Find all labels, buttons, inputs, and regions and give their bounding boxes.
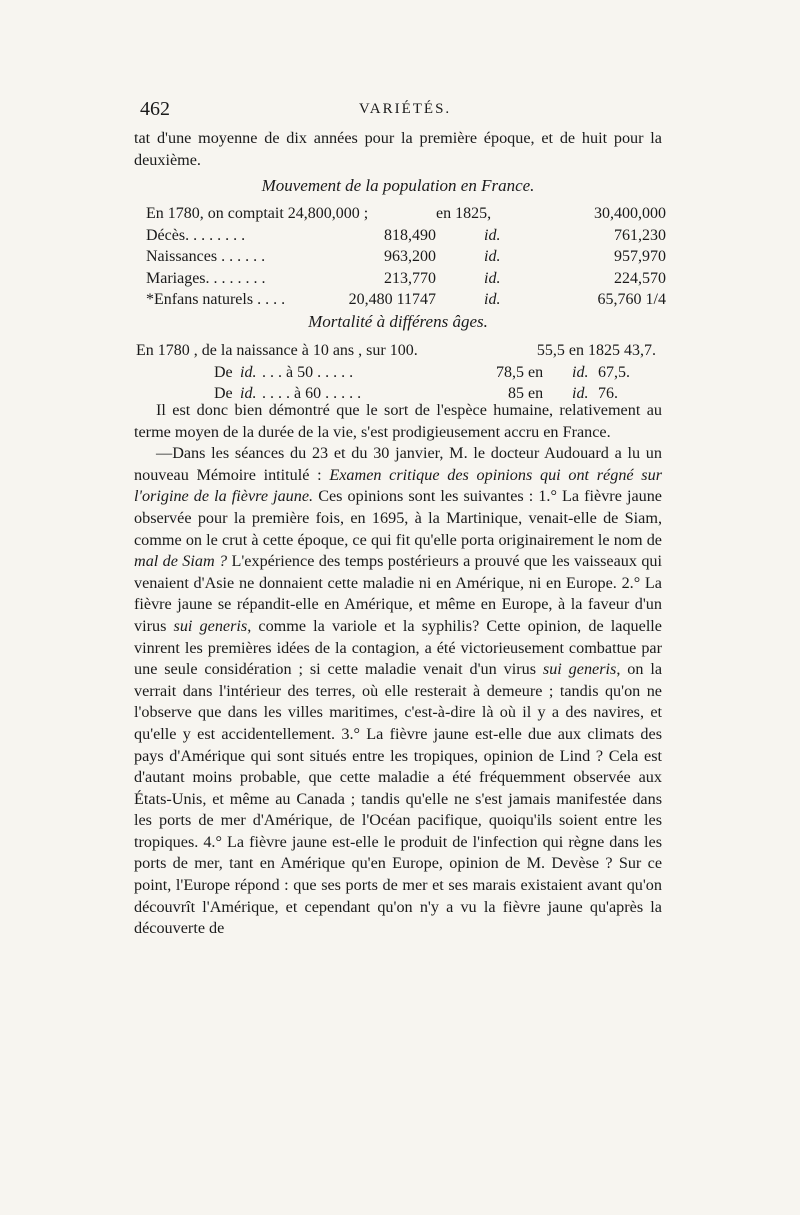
mortality-row-age: . . . . à 60 . . . . . (262, 385, 362, 402)
body-text (134, 400, 662, 940)
memoir-title: Examen critique des opinions qui ont régné sur l'origine de la fièvre jaune. (134, 465, 663, 506)
page-header (140, 98, 670, 122)
table-row (146, 248, 666, 270)
row-value-1780: 963,200 (384, 248, 436, 265)
row-value-1825: 224,570 (614, 269, 666, 287)
mortality-row-prefix: De (214, 385, 233, 402)
paragraph (134, 443, 662, 940)
mortality-table-title: Mortalité à différens âges. (308, 312, 488, 331)
first-row-year2: en 1825, (436, 205, 492, 222)
mortality-row-value: 85 en (508, 385, 544, 402)
paragraph-text: , on la verrait dans l'intérieur des terres, où elle resterait à demeure ; tandis qu'on ne l'observe que dans les villes maritimes, c'est-à-dire là où il y a des navires, et qu'elle y est accidentellement. 3.° La fièvre jaune est-elle due aux climats des pays d'Amérique qui sont situés entre les tropiques, opinion de Lind ? Cela est d'autant moins probable, que cette maladie a été fréquemment observée aux États-Unis, et même au Canada ; tandis qu'elle ne s'est jamais manifestée dans les ports de mer d'Amérique, de l'Océan pacifique, quoiqu'ils soient entre les tropiques. 4.° La fièvre jaune est-elle le produit de l'infection qui règne dans les ports de mer, tant en Amérique qu'en Europe, opinion de M. Devèse ? Sur ce point, l'Europe répond : que ses ports de mer et ses marais existaient avant qu'on découvrît l'Amérique, et cependant qu'on n'y a vu la fièvre jaune qu'après la découverte de (134, 660, 663, 938)
running-head: VARIÉTÉS. (358, 101, 452, 117)
mortality-table (136, 342, 666, 407)
row-label: *Enfans naturels . . . . (146, 291, 286, 308)
page-number: 462 (140, 98, 170, 120)
row-value-1825: 65,760 1/4 (597, 291, 666, 308)
table-row (146, 227, 666, 249)
table-row (136, 342, 666, 364)
population-table-title: Mouvement de la population en France. (261, 176, 535, 195)
first-row-label: En 1780, on comptait 24,800,000 ; (146, 205, 369, 222)
mortality-row-id2: id. (572, 385, 589, 402)
mortality-row-id2: id. (572, 363, 589, 381)
first-row-value2: 30,400,000 (594, 205, 666, 222)
table-row (146, 205, 666, 227)
mortality-row-value: 78,5 en (496, 363, 544, 381)
row-label: Naissances . . . . . . (146, 248, 266, 265)
row-value-1825: 957,970 (614, 248, 666, 265)
mortality-row-prefix: De (214, 363, 233, 381)
table-row (146, 270, 666, 292)
mortality-row-value2: 76. (598, 385, 618, 402)
table-row (136, 364, 666, 386)
row-id: id. (484, 269, 501, 287)
paragraph: Il est donc bien démontré que le sort de l'espèce humaine, relativement au terme moyen de la durée de la vie, s'est prodigieusement accru en France. (134, 401, 662, 441)
table-row (146, 291, 666, 313)
row-id: id. (484, 226, 501, 244)
mortality-row-id: id. (240, 363, 257, 381)
row-value-1780: 213,770 (384, 269, 436, 287)
continuation-paragraph (134, 128, 662, 171)
italic-term: sui generis (173, 616, 248, 635)
paragraph-text: —Dans les séances du 23 et du 30 janvier, M. le docteur Audouard a lu un nouveau Mémoire intitulé : (134, 444, 662, 484)
paragraph-text: Ces opinions sont les suivantes : 1.° La fièvre jaune observée pour la première fois, en 1695, à la Martinique, venait-elle de Siam, comme on le crut à cette époque, ce qui fit qu'elle porta originairement le nom de (134, 487, 662, 549)
row-id: id. (484, 248, 501, 265)
italic-term: sui generis (542, 660, 617, 679)
mortality-row-age: . . . à 50 . . . . . (262, 363, 354, 381)
row-id: id. (484, 291, 501, 308)
mortality-row-right: 55,5 en 1825 43,7. (536, 342, 656, 359)
row-value-1780: 20,480 11747 (348, 291, 436, 308)
italic-term: mal de Siam ? (134, 552, 228, 571)
mortality-row-id: id. (240, 385, 257, 402)
row-value-1825: 761,230 (614, 226, 666, 244)
continuation-text: tat d'une moyenne de dix années pour la première époque, et de huit pour la deuxième. (134, 129, 662, 169)
row-label: Décès. . . . . . . . (146, 226, 246, 244)
paragraph-text: , comme la variole et la syphilis? Cette opinion, de laquelle vinrent les premières idées de la contagion, a été victorieusement combattue par une seule considération ; si cette maladie venait d'un virus (134, 616, 662, 679)
mortality-row-value2: 67,5. (598, 363, 630, 381)
row-label: Mariages. . . . . . . . (146, 269, 266, 287)
paragraph-text: L'expérience des temps postérieurs a prouvé que les vaisseaux qui venaient d'Asie ne donnaient cette maladie ni en Amérique, ni en Europe. 2.° La fièvre jaune se répandit-elle en Amérique, et même en Europe, à la faveur d'un virus (134, 552, 663, 635)
mortality-row-left: En 1780 , de la naissance à 10 ans , sur 100. (136, 342, 418, 359)
row-value-1780: 818,490 (384, 226, 436, 244)
population-table (146, 205, 666, 313)
